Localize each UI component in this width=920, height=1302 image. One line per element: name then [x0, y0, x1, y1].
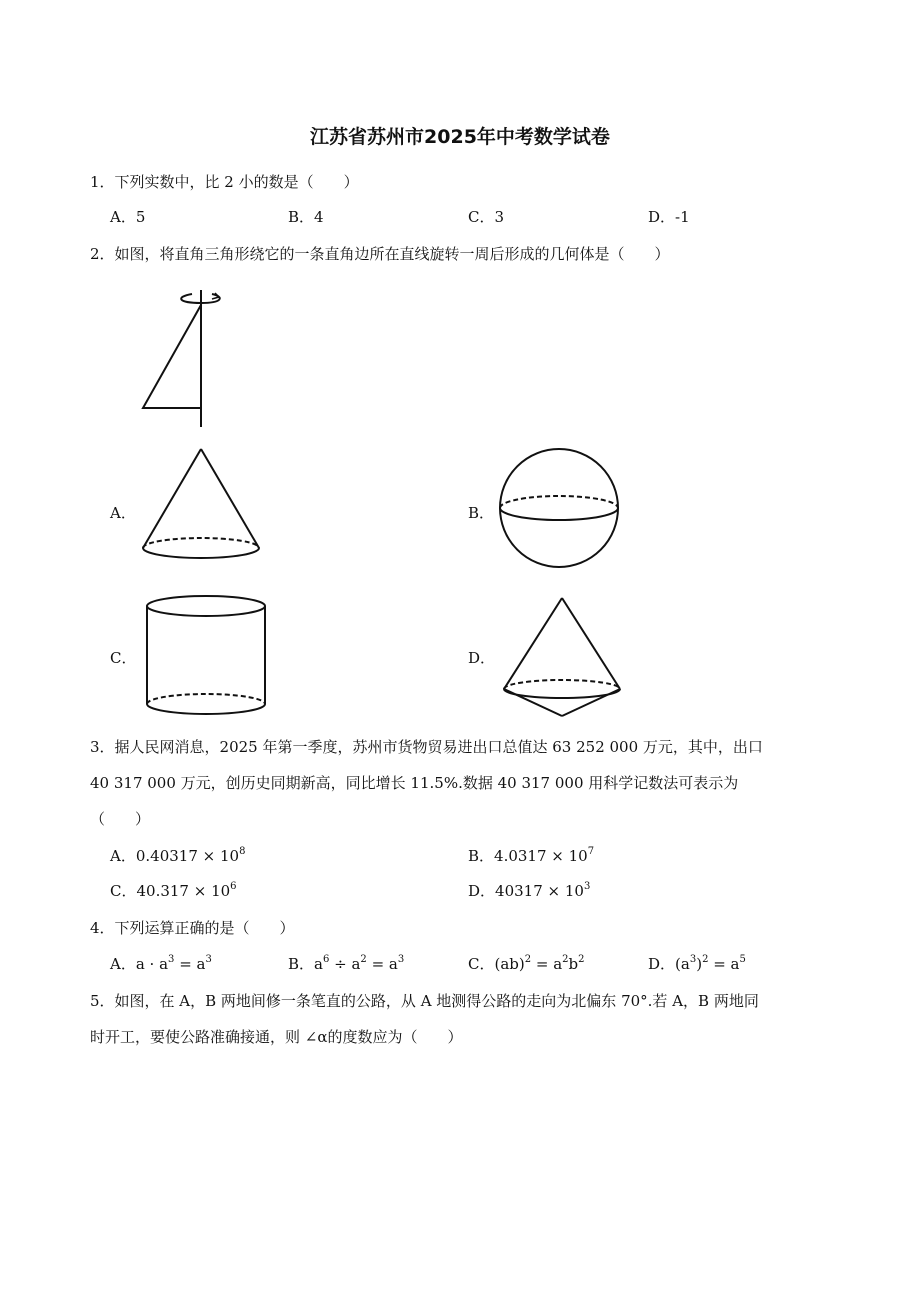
question-5-stem-line2: 时开工，要使公路准确接通，则 ∠α的度数应为（ ）: [90, 1028, 463, 1046]
q3-option-b[interactable]: [468, 845, 594, 866]
q4-option-c[interactable]: [468, 953, 585, 974]
q4-option-b[interactable]: [288, 953, 404, 974]
q3-option-d-label: D．: [468, 882, 496, 900]
q4-option-a-label: A．: [110, 955, 136, 973]
q3-option-a-exp: 8: [239, 846, 246, 857]
q4-option-b-label: B．: [288, 955, 315, 973]
q4-option-c-label: C．: [468, 955, 495, 973]
question-1-stem: 1．下列实数中，比 2 小的数是（ ）: [90, 173, 359, 191]
q4-option-a-expr: $a \cdot a^3 = a^3$: [135, 954, 212, 973]
q3-option-d-base: 40317 × 10: [495, 882, 584, 900]
q2-option-a-label[interactable]: A．: [110, 504, 136, 522]
q3-option-d[interactable]: [468, 880, 590, 901]
question-5-stem-line1: 5．如图，在 A，B 两地间修一条笔直的公路，从 A 地测得公路的走向为北偏东 70°.若 A，B 两地同: [90, 992, 759, 1010]
q3-option-c-base: 40.317 × 10: [136, 882, 231, 900]
q4-option-d-label: D．: [648, 955, 676, 973]
q2-option-d-label[interactable]: D．: [468, 649, 496, 667]
question-3-stem-line3: （ ）: [90, 810, 151, 828]
q4-option-a[interactable]: [110, 953, 212, 974]
q3-option-a[interactable]: [110, 845, 245, 866]
q1-option-b[interactable]: B．4: [288, 208, 324, 226]
q3-option-c-label: C．: [110, 882, 137, 900]
q1-option-a[interactable]: A．5: [110, 208, 146, 226]
q2-option-b-label[interactable]: B．: [468, 504, 495, 522]
q4-option-d[interactable]: [648, 953, 746, 974]
page-title: 江苏省苏州市2025年中考数学试卷: [310, 126, 610, 148]
q3-option-b-base: 4.0317 × 10: [494, 847, 588, 865]
question-3-stem-line2: 40 317 000 万元，创历史同期新高，同比增长 11.5%.数据 40 317 000 用科学记数法可表示为: [90, 774, 739, 792]
q3-option-c[interactable]: [110, 880, 237, 901]
q3-option-a-label: A．: [110, 847, 136, 865]
q4-option-c-expr: $(ab)^2 = a^2b^2$: [494, 954, 585, 973]
question-3-stem-line1: 3．据人民网消息，2025 年第一季度，苏州市货物贸易进出口总值达 63 252 000 万元，其中，出口: [90, 738, 763, 756]
question-4-stem: 4．下列运算正确的是（ ）: [90, 919, 295, 937]
q4-option-b-expr: $a^6 \div a^2 = a^3$: [314, 954, 405, 973]
q3-option-b-label: B．: [468, 847, 495, 865]
question-2-stem: 2．如图，将直角三角形绕它的一条直角边所在直线旋转一周后形成的几何体是（ ）: [90, 245, 670, 263]
q3-option-a-base: 0.40317 × 10: [135, 847, 240, 865]
q3-option-c-exp: 6: [230, 881, 237, 892]
q1-option-c[interactable]: C．3: [468, 208, 505, 226]
q2-option-c-label[interactable]: C．: [110, 649, 137, 667]
q1-option-d[interactable]: D．-1: [648, 208, 690, 226]
q4-option-d-expr: $(a^3)^2 = a^5$: [675, 954, 746, 973]
q3-option-d-exp: 3: [583, 881, 591, 892]
q3-option-b-exp: 7: [587, 846, 595, 857]
